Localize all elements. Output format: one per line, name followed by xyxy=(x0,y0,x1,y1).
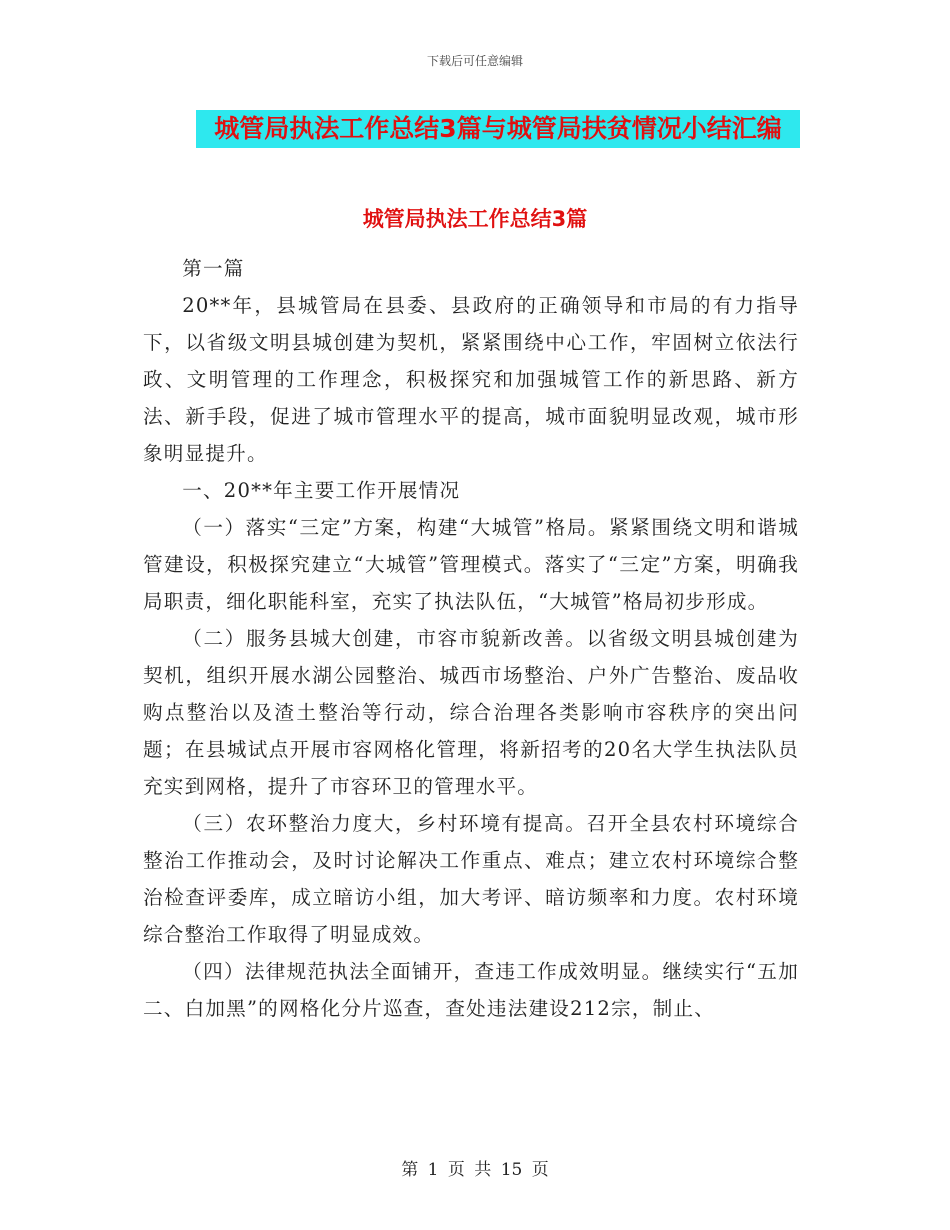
paragraph: （三）农环整治力度大，乡村环境有提高。召开全县农村环境综合整治工作推动会，及时讨论解决工作重点、难点；建立农村环境综合整治检查评委库，成立暗访小组，加大考评、暗访频率和力度。农村环境综合整治工作取得了明显成效。 xyxy=(143,812,799,946)
paragraph-heading-first: 第一篇 xyxy=(182,257,245,280)
document-title: 城管局执法工作总结3篇与城管局扶贫情况小结汇编 xyxy=(196,110,800,148)
paragraph: （二）服务县城大创建，市容市貌新改善。以省级文明县城创建为契机，组织开展水湖公园整治、城西市场整治、户外广告整治、废品收购点整治以及渣土整治等行动，综合治理各类影响市容秩序的突出问题；在县城试点开展市容网格化管理，将新招考的20名大学生执法队员充实到网格，提升了市容环卫的管理水平。 xyxy=(143,627,799,798)
paragraph: （一）落实“三定”方案，构建“大城管”格局。紧紧围绕文明和谐城管建设，积极探究建立“大城管”管理模式。落实了“三定”方案，明确我局职责，细化职能科室，充实了执法队伍，“大城管”格局初步形成。 xyxy=(143,516,799,613)
section-title: 城管局执法工作总结3篇 xyxy=(362,207,588,231)
page-number-footer: 第 1 页 共 15 页 xyxy=(401,1160,549,1180)
header-note: 下载后可任意编辑 xyxy=(426,54,523,68)
paragraph: （四）法律规范执法全面铺开，查违工作成效明显。继续实行“五加二、白加黑”的网格化分片巡查，查处违法建设212宗，制止、 xyxy=(143,960,799,1020)
paragraph-heading: 一、20**年主要工作开展情况 xyxy=(182,479,461,502)
paragraph: 20**年，县城管局在县委、县政府的正确领导和市局的有力指导下，以省级文明县城创建为契机，紧紧围绕中心工作，牢固树立依法行政、文明管理的工作理念，积极探究和加强城管工作的新思路、新方法、新手段，促进了城市管理水平的提高，城市面貌明显改观，城市形象明显提升。 xyxy=(143,294,799,465)
document-body xyxy=(143,250,799,1027)
